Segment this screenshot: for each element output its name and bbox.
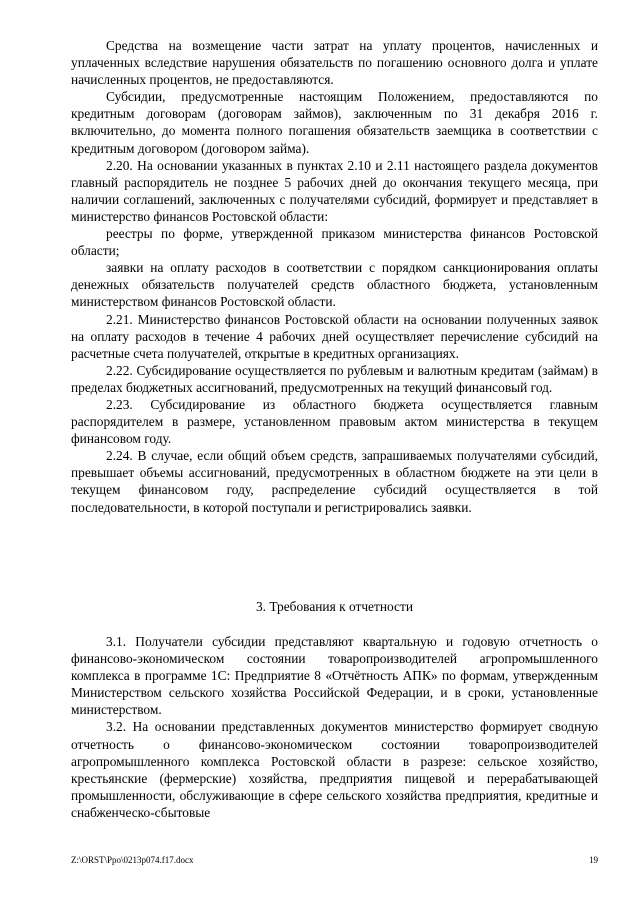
- paragraph-3-1: 3.1. Получатели субсидии представляют квартальную и годовую отчетность о финансово-экономическом состоянии товаропроизводителей агропромышленного комплекса в программе 1С: Предприятие 8 «Отчётность АПК» по формам, утвержденным Министерством сельского хозяйства Российской Федерации, и в сроки, установленные министерством.: [71, 634, 598, 718]
- body-text: [71, 37, 598, 516]
- footer-file-path: Z:\ORST\Ppo\0213p074.f17.docx: [71, 855, 194, 865]
- paragraph-subsidies-contracts: Субсидии, предусмотренные настоящим Положением, предоставляются по кредитным договорам (договорам займов), заключенным по 31 декабря 2016 г. включительно, до момента полного погашения обязательств заемщика в соответствии с кредитным договором (договором займа).: [71, 89, 598, 156]
- section-body-text: [71, 633, 598, 821]
- paragraph-2-24: 2.24. В случае, если общий объем средств, запрашиваемых получателями субсидий, превышает объемы ассигнований, предусмотренных в областном бюджете на эти цели в текущем финансовом году, распределение субсидий осуществляется в той последовательности, в которой поступали и регистрировались заявки.: [71, 448, 598, 515]
- paragraph-3-2: 3.2. На основании представленных документов министерство формирует сводную отчетность о финансово-экономическом состоянии товаропроизводителей агропромышленного комплекса Ростовской области в разрезе: сельское хозяйство, крестьянские (фермерские) хозяйства, предприятия пищевой и перерабатывающей промышленности, обслуживающие в сфере сельского хозяйства предприятия, кредитные и снабженческо-сбытовые: [71, 719, 598, 820]
- section-heading: 3. Требования к отчетности: [255, 599, 414, 614]
- paragraph-2-22: 2.22. Субсидирование осуществляется по рублевым и валютным кредитам (займам) в пределах бюджетных ассигнований, предусмотренных на текущий финансовый год.: [71, 362, 598, 395]
- paragraph-registers: реестры по форме, утвержденной приказом министерства финансов Ростовской области;: [71, 226, 598, 259]
- paragraph-2-20: 2.20. На основании указанных в пунктах 2.10 и 2.11 настоящего раздела документов главный распорядитель не позднее 5 рабочих дней до окончания текущего месяца, при наличии соглашений, заключенных с получателями субсидий, формирует и представляет в министерство финансов Ростовской области:: [71, 157, 598, 224]
- page-number: 19: [589, 855, 598, 865]
- paragraph-interest-not-provided: Средства на возмещение части затрат на уплату процентов, начисленных и уплаченных вследствие нарушения обязательств по погашению основного долга и уплате начисленных процентов, не предоставляются.: [71, 38, 598, 88]
- paragraph-2-21: 2.21. Министерство финансов Ростовской области на основании полученных заявок на оплату расходов в течение 4 рабочих дней осуществляет перечисление субсидий на расчетные счета получателей, открытые в кредитных организациях.: [71, 311, 598, 361]
- paragraph-2-23: 2.23. Субсидирование из областного бюджета осуществляется главным распорядителем в размере, установленном правовым актом министерства в текущем финансовом году.: [71, 396, 598, 447]
- paragraph-payment-requests: заявки на оплату расходов в соответствии с порядком санкционирования оплаты денежных обязательств получателей средств областного бюджета, установленным министерством финансов Ростовской области.: [71, 260, 598, 310]
